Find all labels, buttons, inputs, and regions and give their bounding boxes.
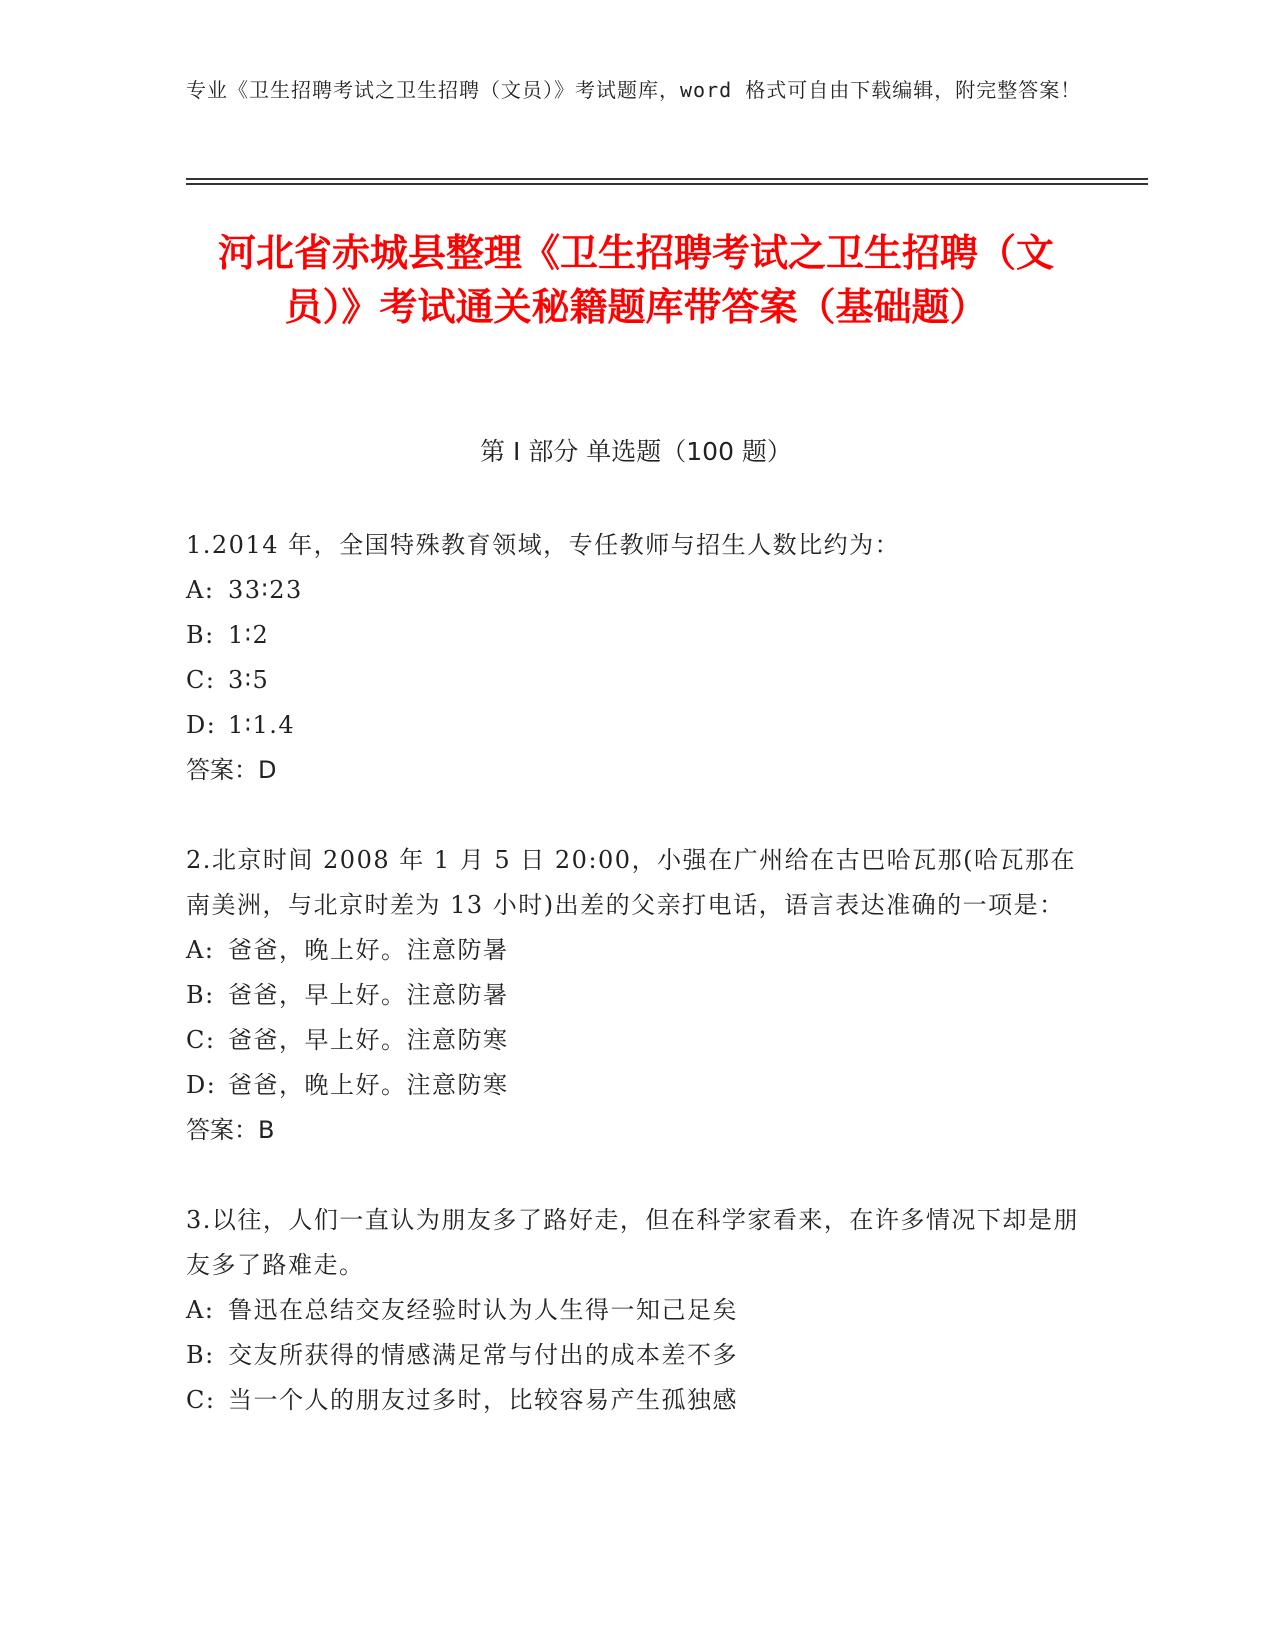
option-text: 交友所获得的情感满足常与付出的成本差不多 [228, 1341, 738, 1369]
option-a [186, 928, 1086, 973]
option-letter: A: [186, 936, 215, 964]
option-text: 当一个人的朋友过多时，比较容易产生孤独感 [228, 1386, 738, 1414]
option-letter: B: [186, 981, 215, 1009]
answer: 答案：D [186, 756, 277, 784]
option-b [186, 973, 1086, 1018]
option-letter: B: [186, 621, 215, 649]
option-letter: C: [186, 1386, 216, 1414]
option-d [186, 703, 1086, 748]
header-note: 专业《卫生招聘考试之卫生招聘（文员）》考试题库，word 格式可自由下载编辑，附完整答案！ [186, 78, 1082, 102]
option-text: 爸爸，早上好。注意防暑 [228, 981, 509, 1009]
option-text: 爸爸，早上好。注意防寒 [228, 1026, 509, 1054]
option-b [186, 1333, 1086, 1378]
option-text: 33∶23 [228, 576, 303, 604]
option-text: 爸爸，晚上好。注意防寒 [228, 1071, 509, 1099]
option-text: 爸爸，晚上好。注意防暑 [228, 936, 509, 964]
option-letter: C: [186, 1026, 216, 1054]
document-title: 河北省赤城县整理《卫生招聘考试之卫生招聘（文员）》考试通关秘籍题库带答案（基础题） [217, 231, 1054, 329]
answer: 答案：B [186, 1116, 275, 1144]
question-stem: 3.以往，人们一直认为朋友多了路好走，但在科学家看来，在许多情况下却是朋友多了路难走。 [186, 1206, 1079, 1279]
question-1 [186, 523, 1086, 793]
option-a [186, 1288, 1086, 1333]
header-rule-top [186, 178, 1148, 180]
option-letter: D: [186, 1071, 217, 1099]
option-letter: D: [186, 711, 217, 739]
section-heading: 第 I 部分 单选题（100 题） [480, 437, 792, 466]
question-3 [186, 1198, 1086, 1423]
option-text: 1∶1.4 [228, 711, 296, 739]
option-c [186, 1378, 1086, 1423]
option-text: 鲁迅在总结交友经验时认为人生得一知己足矣 [228, 1296, 738, 1324]
question-stem: 1.2014 年，全国特殊教育领域，专任教师与招生人数比约为： [186, 531, 901, 559]
option-c [186, 658, 1086, 703]
header-rule-bottom [186, 183, 1148, 185]
option-letter: C: [186, 666, 216, 694]
option-c [186, 1018, 1086, 1063]
question-2 [186, 838, 1086, 1153]
option-letter: B: [186, 1341, 215, 1369]
option-text: 1∶2 [228, 621, 270, 649]
option-d [186, 1063, 1086, 1108]
question-list [186, 523, 1086, 1468]
option-letter: A: [186, 576, 215, 604]
question-stem: 2.北京时间 2008 年 1 月 5 日 20:00，小强在广州给在古巴哈瓦那(哈瓦那在南美洲，与北京时差为 13 小时)出差的父亲打电话，语言表达准确的一项是： [186, 846, 1076, 919]
option-b [186, 613, 1086, 658]
option-letter: A: [186, 1296, 215, 1324]
option-a [186, 568, 1086, 613]
option-text: 3∶5 [228, 666, 270, 694]
